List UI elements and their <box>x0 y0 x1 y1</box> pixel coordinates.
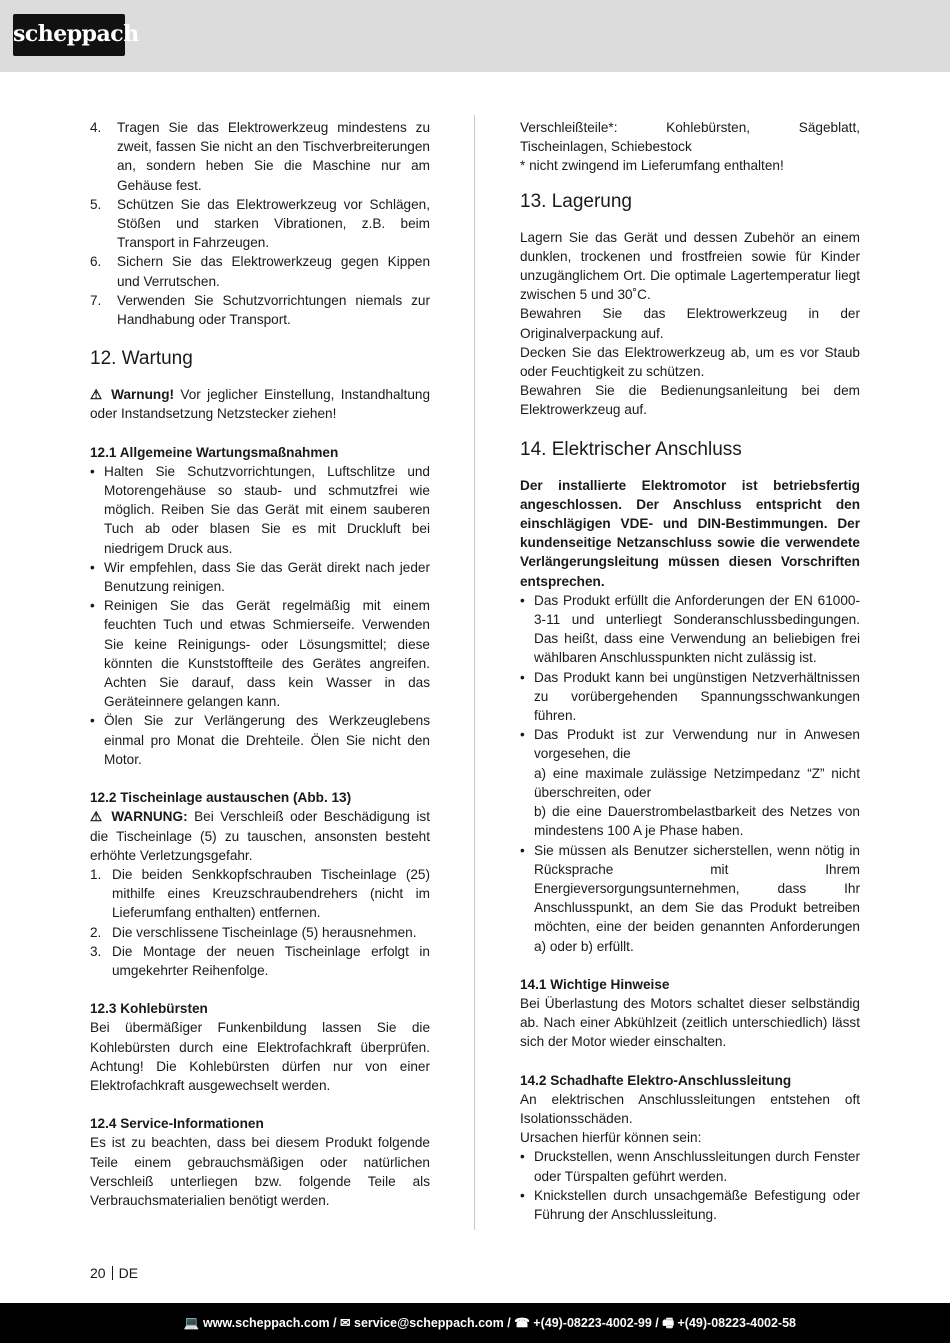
list-item: 4. Tragen Sie das Elektrowerkzeug mindestens zu zweit, fassen Sie nicht an den Tischverbreiterungen an, sondern heben Sie die Maschine nur am Gehäuse fest. <box>90 120 430 193</box>
list-item: 7. Verwenden Sie Schutzvorrichtungen niemals zur Handhabung oder Transport. <box>90 292 430 328</box>
paragraph-14-bold: Der installierte Elektromotor ist betriebsfertig angeschlossen. Der Anschluss entspricht den einschlägigen VDE- und DIN-Bestimmungen. Der kundenseitige Netzanschluss sowie die verwendete Verlängerungsleitung müssen diesen Vorschriften entsprechen. <box>520 477 860 589</box>
page-header <box>0 0 950 72</box>
list-item: • Sie müssen als Benutzer sicherstellen, wenn nötig in Rücksprache mit Ihrem Energieversorgungsunternehmen, dass Ihr Anschlusspunkt, an dem Sie das Produkt betreiben möchten, eine der beiden genannten Anforderungen a) oder b) erfüllt. <box>520 842 860 954</box>
bullets-12-1 <box>90 462 430 769</box>
list-item: • Ölen Sie zur Verlängerung des Werkzeuglebens einmal pro Monat die Drehteile. Ölen Sie nicht den Motor. <box>90 713 430 767</box>
phone-number: +(49)-08223-4002-99 / <box>533 1316 659 1330</box>
paragraph-13-b: Bewahren Sie das Elektrowerkzeug in der Originalverpackung auf. <box>520 306 860 341</box>
bullets-14 <box>520 591 860 956</box>
warning-label: ⚠ Warnung! <box>90 387 175 403</box>
mail-icon: ✉ <box>340 1316 351 1330</box>
paragraph-13-c: Decken Sie das Elektrowerkzeug ab, um es vor Staub oder Feuchtigkeit zu schützen. <box>520 344 860 380</box>
list-item: 3. Die Montage der neuen Tischeinlage erfolgt in umgekehrter Reihenfolge. <box>90 943 430 978</box>
paragraph-14-2b: Ursachen hierfür können sein: <box>520 1130 702 1146</box>
heading-12-1: 12.1 Allgemeine Wartungsmaßnahmen <box>90 444 339 460</box>
computer-icon: 💻 <box>183 1316 200 1330</box>
wear-parts: Verschleißteile*: Kohlebürsten, Sägeblatt, Tischeinlagen, Schiebestock <box>520 120 860 155</box>
list-item: • Reinigen Sie das Gerät regelmäßig mit einem feuchten Tuch und etwas Schmierseife. Verwenden Sie keine Reinigungs- oder Lösungsmittel; diese könnten die Kunststoffteile des Gerätes angreifen. Achten Sie darauf, dass kein Wasser in das Geräteinnere gelangen kann. <box>90 598 430 710</box>
email-link[interactable]: service@scheppach.com / <box>354 1316 511 1330</box>
heading-12-3: 12.3 Kohlebürsten <box>90 1001 208 1017</box>
warning-paragraph: ⚠ Warnung! Vor jeglicher Einstellung, Instandhaltung oder Instandsetzung Netzstecker ziehen! <box>90 387 430 422</box>
paragraph-14-1: Bei Überlastung des Motors schaltet dieser selbständig ab. Nach einer Abkühlzeit (zeitlich unterschiedlich) lässt sich der Motor wieder einschalten. <box>520 995 860 1050</box>
page-number: 20 DE <box>90 1265 139 1281</box>
fax-icon: 🖷 <box>662 1316 675 1330</box>
list-item: • Das Produkt erfüllt die Anforderungen der EN 61000-3-11 und unterliegt Sonderanschlussbedingungen. Das heißt, dass eine Verwendung an beliebigen frei wählbaren Anschlusspunkten nicht zulässig ist. <box>520 592 860 666</box>
list-item: • Wir empfehlen, dass Sie das Gerät direkt nach jeder Benutzung reinigen. <box>90 559 430 595</box>
sub-item-b: b) die eine Dauerstrombelastbarkeit des Netzes von mindestens 100 A je Phase haben. <box>534 804 860 839</box>
heading-12-2: 12.2 Tischeinlage austauschen (Abb. 13) <box>90 790 352 806</box>
transport-list <box>90 118 430 329</box>
list-item: • Knickstellen durch unsachgemäße Befestigung oder Führung der Anschlussleitung. <box>520 1187 860 1222</box>
list-item: 1. Die beiden Senkkopfschrauben Tischeinlage (25) mithilfe eines Kreuzschraubendrehers (nicht im Lieferumfang enthalten) entfernen. <box>90 866 430 921</box>
list-item: 5. Schützen Sie das Elektrowerkzeug vor Schlägen, Stößen und starken Vibrationen, z.B. beim Transport in Fahrzeugen. <box>90 196 430 251</box>
website-link[interactable]: www.scheppach.com / <box>202 1316 337 1330</box>
left-column <box>90 118 430 1210</box>
warning-paragraph-2: ⚠ WARNUNG: Bei Verschleiß oder Beschädigung ist die Tischeinlage (5) zu tauschen, ansonsten besteht erhöhte Verletzungsgefahr. <box>90 809 430 863</box>
phone-icon: ☎ <box>514 1316 530 1330</box>
paragraph-14-2a: An elektrischen Anschlussleitungen entstehen oft Isolationsschäden. <box>520 1091 860 1126</box>
list-item: • Halten Sie Schutzvorrichtungen, Luftschlitze und Motorengehäuse so staub- und schmutzfrei wie möglich. Reiben Sie das Gerät mit einem sauberen Tuch ab oder blasen Sie es mit Druckluft bei niedrigem Druck aus. <box>90 463 430 556</box>
bullets-14-2 <box>520 1147 860 1224</box>
paragraph-12-4: Es ist zu beachten, dass bei diesem Produkt folgende Teile einem gebrauchsmäßigen oder natürlichen Verschleiß unterliegen bzw. folgende Teile als Verbrauchsmaterialien benötigt werden. <box>90 1135 430 1208</box>
paragraph-12-3: Bei übermäßiger Funkenbildung lassen Sie die Kohlebürsten durch eine Elektrofachkraft überprüfen. Achtung! Die Kohlebürsten dürfen nur von einer Elektrofachkraft ausgewechselt werden. <box>90 1020 430 1093</box>
heading-lagerung: 13. Lagerung <box>520 190 632 212</box>
heading-14-1: 14.1 Wichtige Hinweise <box>520 976 670 992</box>
list-item: • Das Produkt ist zur Verwendung nur in Anwesen vorgesehen, die a) eine maximale zulässige Netzimpedanz “Z” nicht überschreiten, oder b) die eine Dauerstrombelastbarkeit des Netzes von mindestens 100 A je Phase haben. <box>520 727 860 839</box>
paragraph-13-a: Lagern Sie das Gerät und dessen Zubehör an einem dunklen, trockenen und frostfreien sowie für Kinder unzugänglichem Ort. Die optimale Lagertemperatur liegt zwischen 5 und 30˚C. <box>520 229 860 303</box>
list-item: • Das Produkt kann bei ungünstigen Netzverhältnissen zu vorübergehenden Spannungsschwankungen führen. <box>520 669 860 724</box>
right-column <box>520 118 860 1224</box>
heading-12-4: 12.4 Service-Informationen <box>90 1116 264 1132</box>
heading-elektrischer-anschluss: 14. Elektrischer Anschluss <box>520 438 742 460</box>
paragraph-13-d: Bewahren Sie die Bedienungsanleitung bei dem Elektrowerkzeug auf. <box>520 383 860 418</box>
wear-note: * nicht zwingend im Lieferumfang enthalten! <box>520 158 784 174</box>
warning-label-2: ⚠ WARNUNG: <box>90 809 188 825</box>
fax-number: +(49)-08223-4002-58 <box>677 1316 796 1330</box>
heading-14-2: 14.2 Schadhafte Elektro-Anschlussleitung <box>520 1072 792 1088</box>
contact-footer <box>0 1303 950 1343</box>
heading-wartung: 12. Wartung <box>90 348 193 370</box>
list-item: • Druckstellen, wenn Anschlussleitungen durch Fenster oder Türspalten geführt werden. <box>520 1149 860 1184</box>
list-item: 2. Die verschlissene Tischeinlage (5) herausnehmen. <box>90 924 417 940</box>
list-item: 6. Sichern Sie das Elektrowerkzeug gegen Kippen und Verrutschen. <box>90 254 430 289</box>
column-divider <box>474 115 475 1230</box>
scheppach-logo: scheppach <box>13 14 125 56</box>
list-12-2 <box>90 865 430 980</box>
sub-item-a: a) eine maximale zulässige Netzimpedanz “Z” nicht überschreiten, oder <box>534 765 860 800</box>
